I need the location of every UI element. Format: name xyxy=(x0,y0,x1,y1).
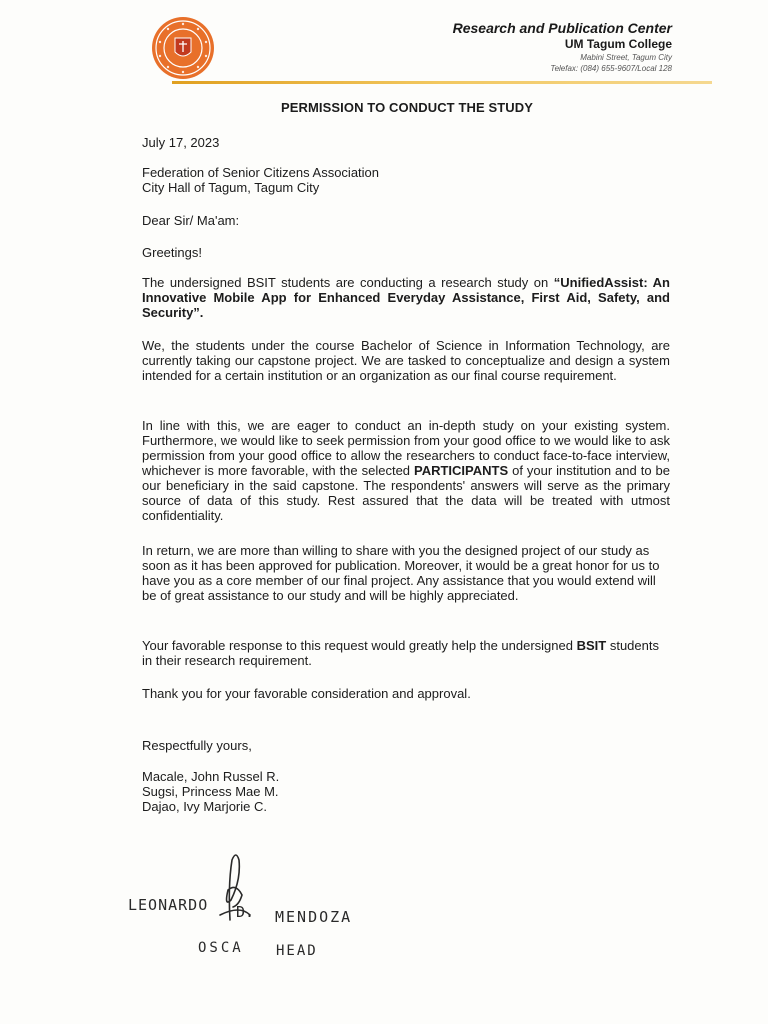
paragraph-5-before: Your favorable response to this request would greatly help the undersigned xyxy=(142,638,573,653)
paragraph-5-after: students in their research requirement. xyxy=(142,638,659,668)
paragraph-2: We, the students under the course Bachelor of Science in Information Technology, are currently taking our capstone project. We are tasked to conceptualize and design a system intended for a certain institution or an organization as our final course requirement. xyxy=(142,338,670,383)
paragraph-3 xyxy=(142,418,670,523)
svg-text:OSCA: OSCA xyxy=(198,940,244,956)
center-name: Research and Publication Center xyxy=(452,20,672,36)
college-name: UM Tagum College xyxy=(564,37,672,51)
bsit-emphasis: BSIT xyxy=(576,638,607,653)
letter-date: July 17, 2023 xyxy=(142,135,220,150)
paragraph-6: Thank you for your favorable consideration and approval. xyxy=(142,686,471,701)
svg-text:HEAD: HEAD xyxy=(276,943,318,959)
paragraph-5 xyxy=(142,638,670,668)
paragraph-4: In return, we are more than willing to share with you the designed project of our study as soon as it has been approved for publication. Moreover, it would be a great honor for us to have you as a core member of our final project. Any assistance that you would extend will be of great assistance to our study and will be highly appreciated. xyxy=(142,543,660,603)
letterhead-divider xyxy=(172,81,712,84)
college-address: Mabini Street, Tagum City xyxy=(580,53,672,62)
recipient-line-1: Federation of Senior Citizens Association xyxy=(142,165,380,180)
recipient-line-2: City Hall of Tagum, Tagum City xyxy=(142,180,320,195)
letter-title: PERMISSION TO CONDUCT THE STUDY xyxy=(280,100,534,115)
closing: Respectfully yours, xyxy=(142,738,252,753)
svg-text:MENDOZA: MENDOZA xyxy=(275,908,353,926)
study-title: “UnifiedAssist: An Innovative Mobile App for Enhanced Everyday Assistance, First Aid, Safety, and Security”. xyxy=(142,275,670,320)
paragraph-1 xyxy=(142,275,670,320)
participants-emphasis: PARTICIPANTS xyxy=(414,463,509,478)
letterhead xyxy=(453,20,672,74)
paragraph-1-text: The undersigned BSIT students are conducting a research study on xyxy=(142,275,549,290)
college-seal-icon xyxy=(151,16,215,80)
signatory-list xyxy=(142,769,670,814)
college-phone: Telefax: (084) 655-9607/Local 128 xyxy=(550,64,672,73)
signatory-2: Sugsi, Princess Mae M. xyxy=(142,784,279,799)
svg-text:LEONARDO: LEONARDO xyxy=(128,896,209,914)
salutation: Dear Sir/ Ma'am: xyxy=(142,213,240,228)
recipient-block xyxy=(142,165,670,195)
signatory-3: Dajao, Ivy Marjorie C. xyxy=(142,799,267,814)
handwritten-signature-icon xyxy=(110,845,410,975)
svg-text:D.: D. xyxy=(236,903,255,921)
greeting: Greetings! xyxy=(142,245,202,260)
signatory-1: Macale, John Russel R. xyxy=(142,769,280,784)
paragraph-3-after: of your institution and to be our beneficiary in the said capstone. The respondents' answers will serve as the primary source of data of this study. Rest assured that the data will be treated with utmost confidentiality. xyxy=(142,463,670,523)
paragraph-3-before: In line with this, we are eager to conduct an in-depth study on your existing system. Furthermore, we would like to seek permission from your good office to we would like to ask permission from your good office to allow the researchers to conduct face-to-face interview, whichever is more favorable, with the selected xyxy=(142,418,670,478)
